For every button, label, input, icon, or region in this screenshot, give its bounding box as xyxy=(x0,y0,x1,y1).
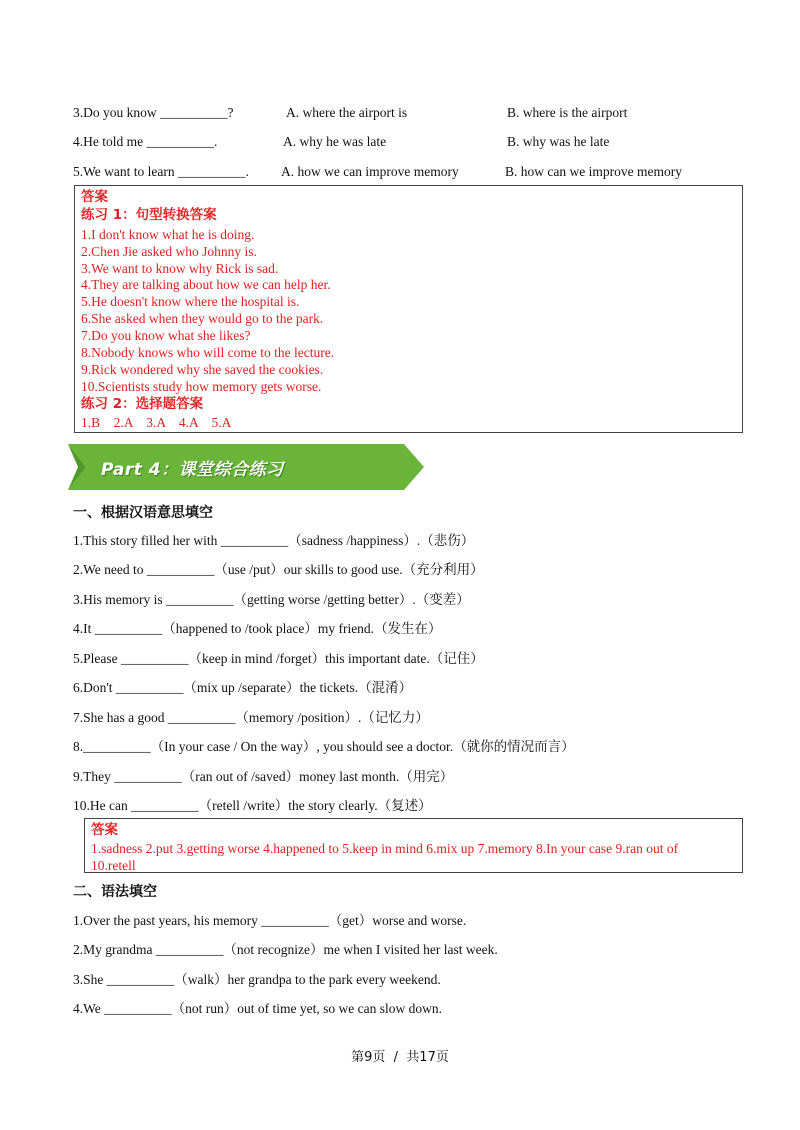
exercise-1-answer: 6.She asked when they would go to the park. xyxy=(81,311,324,326)
grammar-item: 4.We __________（not run）out of time yet, so we can slow down. xyxy=(73,1001,442,1016)
fill-item: 3.His memory is __________（getting worse /getting better）.（变差） xyxy=(73,592,470,608)
exercise-1-answer: 10.Scientists study how memory gets worse. xyxy=(81,379,322,394)
exercise-1-answer: 9.Rick wondered why she saved the cookies. xyxy=(81,362,324,377)
grammar-item: 1.Over the past years, his memory __________（get）worse and worse. xyxy=(73,913,467,928)
answer-box-2-line-1: 1.sadness 2.put 3.getting worse 4.happened to 5.keep in mind 6.mix up 7.memory 8.In your case 9.ran out of xyxy=(91,841,679,856)
exercise-2-title: 练习 2：选择题答案 xyxy=(81,396,204,412)
fill-item: 9.They __________（ran out of /saved）money last month.（用完） xyxy=(73,769,454,785)
question-5-option-a: A. how we can improve memory xyxy=(281,164,459,179)
exercise-1-answer: 1.I don't know what he is doing. xyxy=(81,227,255,242)
question-4: 4.He told me __________. xyxy=(73,134,218,149)
exercise-1-answer: 2.Chen Jie asked who Johnny is. xyxy=(81,244,257,259)
question-5: 5.We want to learn __________. xyxy=(73,164,249,179)
part-4-banner xyxy=(68,444,424,490)
banner-label: Part 4：课堂综合练习 xyxy=(101,460,284,480)
fill-item: 4.It __________（happened to /took place）my friend.（发生在） xyxy=(73,621,442,637)
exercise-1-title: 练习 1：句型转换答案 xyxy=(81,207,217,223)
answer-box-1 xyxy=(74,185,743,433)
question-5-option-b: B. how can we improve memory xyxy=(505,164,682,179)
grammar-item: 3.She __________（walk）her grandpa to the park every weekend. xyxy=(73,972,441,987)
fill-item: 5.Please __________（keep in mind /forget）this important date.（记住） xyxy=(73,651,484,667)
question-4-option-a: A. why he was late xyxy=(283,134,387,149)
fill-item: 10.He can __________（retell /write）the story clearly.（复述） xyxy=(73,798,432,814)
grammar-item: 2.My grandma __________（not recognize）me when I visited her last week. xyxy=(73,942,498,957)
fill-item: 7.She has a good __________（memory /position）.（记忆力） xyxy=(73,710,429,726)
answer-box-1-heading: 答案 xyxy=(81,189,108,205)
exercise-1-answer: 5.He doesn't know where the hospital is. xyxy=(81,294,300,309)
exercise-1-answer: 8.Nobody knows who will come to the lecture. xyxy=(81,345,335,360)
fill-item: 8.__________（In your case / On the way）, you should see a doctor.（就你的情况而言） xyxy=(73,739,575,755)
section-2-title: 二、语法填空 xyxy=(73,884,157,900)
exercise-1-answer: 4.They are talking about how we can help her. xyxy=(81,277,331,292)
answer-box-2-line-2: 10.retell xyxy=(91,858,136,873)
answer-box-2-heading: 答案 xyxy=(91,822,118,838)
exercise-2-answers: 1.B 2.A 3.A 4.A 5.A xyxy=(81,415,232,430)
question-4-option-b: B. why was he late xyxy=(507,134,610,149)
question-3: 3.Do you know __________? xyxy=(73,105,234,120)
fill-item: 2.We need to __________（use /put）our skills to good use.（充分利用） xyxy=(73,562,484,578)
answer-box-2 xyxy=(84,818,743,873)
question-3-option-b: B. where is the airport xyxy=(507,105,628,120)
fill-item: 1.This story filled her with __________（sadness /happiness）.（悲伤） xyxy=(73,533,475,549)
page-number: 第9页 / 共17页 xyxy=(351,1050,449,1065)
question-3-option-a: A. where the airport is xyxy=(286,105,408,120)
exercise-1-answer: 3.We want to know why Rick is sad. xyxy=(81,261,279,276)
exercise-1-answer: 7.Do you know what she likes? xyxy=(81,328,251,343)
fill-item: 6.Don't __________（mix up /separate）the tickets.（混淆） xyxy=(73,680,413,696)
section-1-title: 一、根据汉语意思填空 xyxy=(73,505,213,521)
